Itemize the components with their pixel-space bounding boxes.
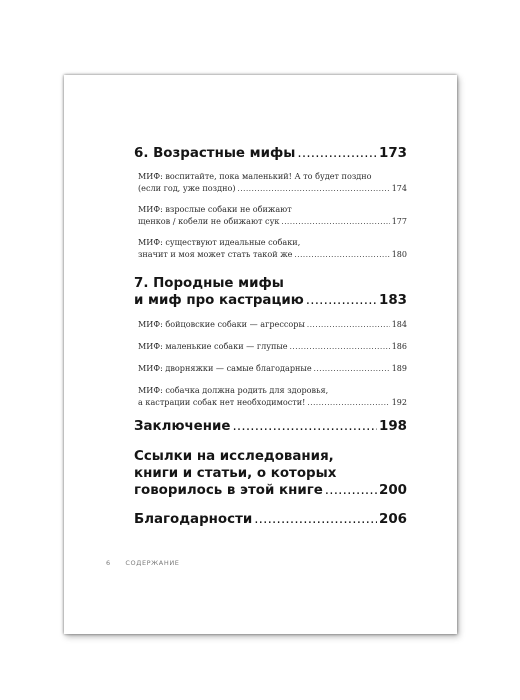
dot-leader: [254, 511, 377, 528]
toc-item: [138, 170, 407, 195]
dot-leader: [238, 183, 390, 195]
toc-item: [138, 203, 407, 228]
page-number: 173: [379, 146, 407, 161]
dot-leader: [290, 341, 390, 353]
toc-acknowledgements: [134, 511, 407, 528]
page-number: 180: [391, 250, 407, 259]
footer-section-title: СОДЕРЖАНИЕ: [125, 559, 180, 567]
item-line: (если год, уже поздно): [138, 183, 236, 193]
footer-page-number: 6: [106, 559, 111, 567]
page-number: 206: [379, 512, 407, 527]
item-line: щенков / кобели не обижают сук: [138, 216, 280, 226]
toc-item: [138, 340, 407, 353]
toc-item: [138, 318, 407, 331]
page-number: 184: [391, 320, 407, 329]
toc-conclusion: [134, 418, 407, 435]
item-line: МИФ: воспитайте, пока маленький! А то будет поздно: [138, 171, 372, 181]
chapter-title: Благодарности: [134, 512, 253, 527]
chapter-title: 7. Породные мифы: [134, 276, 284, 291]
page-number: 189: [391, 364, 407, 373]
dot-leader: [314, 363, 390, 375]
item-line: МИФ: маленькие собаки — глупые: [138, 341, 288, 351]
chapter-title: говорилось в этой книге: [134, 483, 323, 498]
dot-leader: [307, 397, 389, 409]
toc-chapter-7: [134, 275, 407, 309]
toc-item: [138, 384, 407, 409]
page-number: 174: [391, 184, 407, 193]
chapter-title: книги и статьи, о которых: [134, 466, 337, 481]
page-number: 200: [379, 483, 407, 498]
page-number: 177: [391, 217, 407, 226]
page-footer: [106, 559, 180, 567]
item-line: МИФ: взрослые собаки не обижают: [138, 204, 292, 214]
dot-leader: [294, 249, 389, 261]
toc-chapter-6: [134, 145, 407, 162]
toc-references: [134, 448, 407, 499]
dot-leader: [281, 216, 389, 228]
item-line: значит и моя может стать такой же: [138, 249, 293, 259]
item-line: МИФ: существуют идеальные собаки,: [138, 237, 301, 247]
dot-leader: [307, 319, 390, 331]
book-page: [64, 75, 457, 634]
chapter-title: и миф про кастрацию: [134, 293, 304, 308]
item-line: МИФ: дворняжки — самые благодарные: [138, 363, 312, 373]
dot-leader: [232, 418, 377, 435]
page-number: 192: [391, 398, 407, 407]
dot-leader: [325, 482, 377, 499]
chapter-title: Ссылки на исследования,: [134, 449, 334, 464]
dot-leader: [306, 292, 377, 309]
page-number: 183: [379, 293, 407, 308]
chapter-title: 6. Возрастные мифы: [134, 146, 296, 161]
toc-item: [138, 236, 407, 261]
item-line: МИФ: собачка должна родить для здоровья,: [138, 385, 329, 395]
toc-item: [138, 362, 407, 375]
item-line: а кастрации собак нет необходимости!: [138, 397, 306, 407]
table-of-contents: [134, 145, 407, 528]
page-number: 186: [391, 342, 407, 351]
dot-leader: [297, 145, 377, 162]
page-number: 198: [379, 419, 407, 434]
item-line: МИФ: бойцовские собаки — агрессоры: [138, 319, 305, 329]
chapter-title: Заключение: [134, 419, 231, 434]
